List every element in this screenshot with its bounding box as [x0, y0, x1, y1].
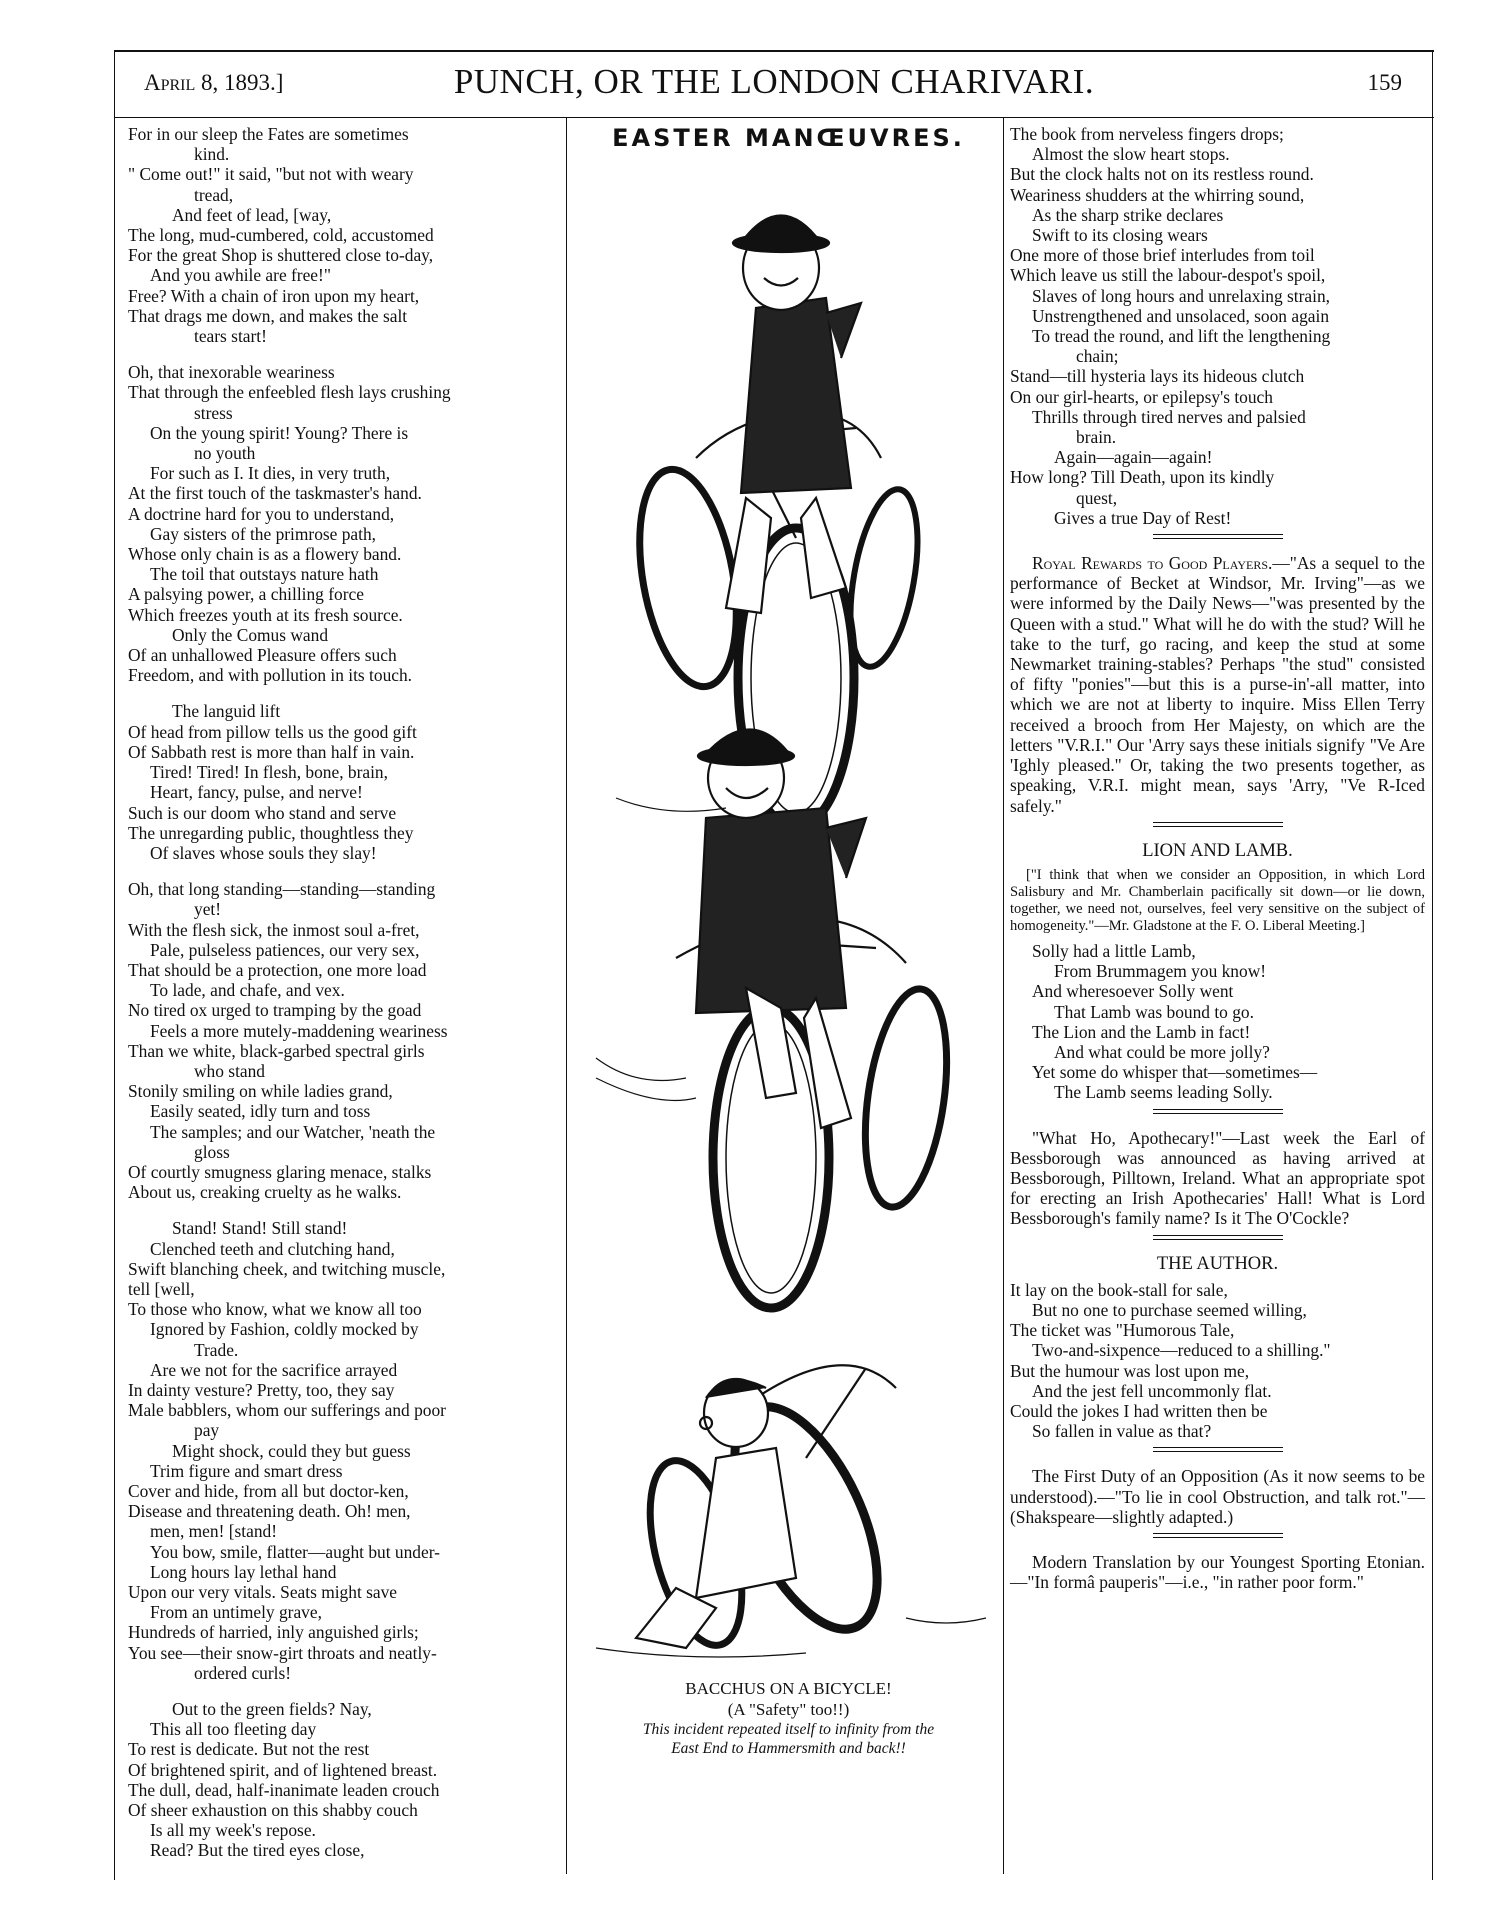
fallen-cyclist-figure-3 [633, 1365, 907, 1655]
verse-line: But the humour was lost upon me, [1010, 1360, 1250, 1381]
verse-line: For such as I. It dies, in very truth, [150, 463, 391, 484]
verse-line: Swift blanching cheek, and twitching muscle, [128, 1258, 446, 1279]
frame-left-rule [114, 50, 115, 1880]
section-divider [1153, 822, 1283, 827]
verse-line: It lay on the book-stall for sale, [1010, 1279, 1228, 1300]
verse-line: Heart, fancy, pulse, and nerve! [150, 782, 363, 803]
bacchus-bicycle-drawing [576, 158, 1001, 1688]
verse-line: Of brightened spirit, and of lightened breast. [128, 1759, 438, 1780]
frame-top-rule [114, 50, 1434, 52]
verse-line: No tired ox urged to tramping by the goad [128, 1000, 422, 1021]
cartoon-title: EASTER MANŒUVRES. [612, 124, 965, 152]
verse-line: Upon our very vitals. Seats might save [128, 1582, 398, 1603]
verse-line: tears start! [194, 326, 267, 347]
cyclist-figure-1 [625, 216, 930, 829]
verse-line: That through the enfeebled flesh lays crushing [128, 382, 451, 403]
verse-line: Clenched teeth and clutching hand, [150, 1238, 395, 1259]
verse-line: To lade, and chafe, and vex. [150, 980, 345, 1001]
verse-line: Out to the green fields? Nay, [172, 1699, 372, 1720]
section-divider [1153, 1447, 1283, 1452]
verse-line: gloss [194, 1141, 230, 1162]
verse-line: Gives a true Day of Rest! [1054, 507, 1232, 528]
verse-line: The languid lift [172, 701, 281, 722]
verse-line: How long? Till Death, upon its kindly [1010, 467, 1275, 488]
verse-line: Such is our doom who stand and serve [128, 802, 397, 823]
verse-line: The samples; and our Watcher, 'neath the [150, 1121, 436, 1142]
verse-line: pay [194, 1420, 220, 1441]
verse-line: Is all my week's repose. [150, 1820, 316, 1841]
verse-line: Ignored by Fashion, coldly mocked by [150, 1319, 419, 1340]
verse-line: At the first touch of the taskmaster's hand. [128, 483, 422, 504]
verse-line: Gay sisters of the primrose path, [150, 523, 377, 544]
verse-line: Yet some do whisper that—sometimes— [1032, 1062, 1318, 1083]
verse-line: That drags me down, and makes the salt [128, 305, 408, 326]
verse-line: Slaves of long hours and unrelaxing strain, [1032, 285, 1331, 306]
verse-line: Pale, pulseless patiences, our very sex, [150, 939, 420, 960]
stanza-break [128, 1683, 558, 1699]
cyclist-figure-2 [676, 730, 959, 1309]
verse-line: But no one to purchase seemed willing, [1032, 1299, 1307, 1320]
lion-lamb-note: ["I think that when we consider an Opposition, in which Lord Salisbury and Mr. Chamberlain pacifically sit down—or lie down, together, we need not, ourselves, feel very sensitive on the subject of homogeneity."—Mr. Gladstone at the F. O. Liberal Meeting.] [1010, 866, 1425, 934]
column-divider-2 [1003, 118, 1004, 1874]
verse-line: From Brummagem you know! [1054, 961, 1267, 982]
verse-line: For in our sleep the Fates are sometimes [128, 124, 409, 144]
verse-line: Of head from pillow tells us the good gift [128, 721, 417, 742]
verse-line: To tread the round, and lift the lengthening [1032, 326, 1331, 347]
verse-line: Might shock, could they but guess [172, 1440, 411, 1461]
verse-line: Are we not for the sacrifice arrayed [150, 1359, 398, 1380]
verse-line: Two-and-sixpence—reduced to a shilling." [1032, 1340, 1331, 1361]
verse-line: Only the Comus wand [172, 624, 329, 645]
verse-line: Stand! Stand! Still stand! [172, 1218, 348, 1239]
verse-line: One more of those brief interludes from toil [1010, 245, 1315, 266]
verse-line: You see—their snow-girt throats and neatly- [128, 1642, 437, 1663]
verse-line: tell [well, [128, 1278, 195, 1299]
issue-date: April 8, 1893.] [144, 70, 284, 95]
verse-line: Weariness shudders at the whirring sound, [1010, 184, 1305, 205]
section-divider [1153, 1235, 1283, 1240]
verse-line: Hundreds of harried, inly anguished girls; [128, 1622, 419, 1643]
verse-line: Stand—till hysteria lays its hideous clutch [1010, 366, 1305, 387]
verse-line: From an untimely grave, [150, 1602, 322, 1623]
royal-text: —"As a sequel to the performance of Becket at Windsor, Mr. Irving"—as we were informed by the Daily News—"was presented by the Queen with a stud." What will he do with the stud? Will he take to the turf, go racing, and keep the stud at some Newmarket training-stables? Perhaps "the stud" consisted of fifty "ponies"—but this is a purse-in'-all matter, into which we are not at liberty to inquire. Miss Ellen Terry received a brooch from Her Majesty, on which are the letters "V.R.I." Our 'Arry says these initials signify "Ve Are 'Ighly pleased." Or, taking the two presents together, as speaking, V.R.I. might mean, says 'Arry, "Ve R-Iced safely." [1010, 553, 1425, 816]
caption-note-1: This incident repeated itself to infinity from the [642, 1721, 935, 1739]
verse-line: You bow, smile, flatter—aught but under- [150, 1541, 440, 1562]
verse-line: To rest is dedicate. But not the rest [128, 1739, 370, 1760]
verse-line: Of slaves whose souls they slay! [150, 842, 377, 863]
verse-line: Easily seated, idly turn and toss [150, 1101, 371, 1122]
cartoon-illustration [576, 148, 1001, 1768]
verse-line: Oh, that inexorable weariness [128, 362, 335, 383]
apothecary-article: "What Ho, Apothecary!"—Last week the Earl of Bessborough was announced as having arrived at Bessborough, Pilltown, Ireland. What an appropriate spot for erecting an Irish Apothecaries' Hall! What is Lord Bessborough's family name? Is it The O'Cockle? [1010, 1127, 1425, 1229]
verse-line: Whose only chain is as a flowery band. [128, 544, 402, 565]
verse-line: who stand [194, 1060, 266, 1081]
stanza-break [128, 346, 558, 362]
verse-line: " Come out!" it said, "but not with weary [128, 164, 414, 185]
verse-line: Of courtly smugness glaring menace, stalks [128, 1161, 432, 1182]
stanza-break [128, 863, 558, 879]
page-number: 159 [1367, 70, 1402, 95]
lion-lamb-title: LION AND LAMB. [1142, 840, 1293, 861]
verse-line: A doctrine hard for you to understand, [128, 503, 395, 524]
verse-line: Stonily smiling on while ladies grand, [128, 1081, 393, 1102]
cartoon-caption [576, 1678, 1001, 1758]
verse-line: Solly had a little Lamb, [1032, 940, 1196, 961]
verse-line: The dull, dead, half-inanimate leaden crouch [128, 1779, 440, 1800]
royal-heading: Royal Rewards to Good Players. [1032, 553, 1273, 574]
verse-line: quest, [1076, 487, 1118, 508]
verse-line: Trim figure and smart dress [150, 1460, 343, 1481]
verse-line: And feet of lead, [way, [172, 204, 332, 225]
verse-line: Thrills through tired nerves and palsied [1032, 406, 1306, 427]
verse-line: Of an unhallowed Pleasure offers such [128, 645, 397, 666]
verse-line: Read? But the tired eyes close, [150, 1840, 365, 1861]
verse-line: For the great Shop is shuttered close to-day, [128, 245, 434, 266]
verse-line: yet! [194, 899, 222, 920]
verse-line: But the clock halts not on its restless round. [1010, 164, 1314, 185]
verse-line: no youth [194, 443, 256, 464]
verse-line: So fallen in value as that? [1032, 1421, 1212, 1442]
column-divider-1 [566, 118, 567, 1874]
poem-column [128, 124, 558, 1861]
verse-line: With the flesh sick, the inmost soul a-fret, [128, 919, 420, 940]
stanza-break [128, 685, 558, 701]
verse-line: stress [194, 402, 233, 423]
verse-line: The Lamb seems leading Solly. [1054, 1082, 1273, 1103]
verse-line: Which freezes youth at its fresh source. [128, 604, 403, 625]
caption-subtitle: (A "Safety" too!!) [727, 1700, 850, 1720]
verse-line: Of Sabbath rest is more than half in vain. [128, 741, 415, 762]
author-verse [1010, 1280, 1425, 1442]
verse-line: To those who know, what we know all too [128, 1299, 422, 1320]
verse-line: Disease and threatening death. Oh! men, [128, 1501, 411, 1522]
verse-line: And the jest fell uncommonly flat. [1032, 1380, 1272, 1401]
verse-line: chain; [1076, 346, 1119, 367]
verse-line: Trade. [194, 1339, 239, 1360]
verse-line: That should be a protection, one more load [128, 959, 427, 980]
section-divider [1153, 534, 1283, 539]
verse-line: And you awhile are free!" [150, 265, 331, 286]
cartoon-column [576, 124, 1001, 1768]
section-divider [1153, 1109, 1283, 1114]
frame-right-rule [1432, 50, 1433, 1880]
verse-line: And wheresoever Solly went [1032, 981, 1234, 1002]
verse-line: About us, creaking cruelty as he walks. [128, 1182, 402, 1203]
author-title: THE AUTHOR. [1156, 1253, 1279, 1274]
modern-translation-article: Modern Translation by our Youngest Sporting Etonian.—"In formâ pauperis"—i.e., "in rather poor form." [1010, 1551, 1425, 1593]
verse-line: The long, mud-cumbered, cold, accustomed [128, 225, 434, 246]
verse-line: The unregarding public, thoughtless they [128, 822, 414, 843]
verse-line: men, men! [stand! [150, 1521, 278, 1542]
verse-line: The ticket was "Humorous Tale, [1010, 1320, 1235, 1341]
verse-line: Than we white, black-garbed spectral girls [128, 1040, 425, 1061]
verse-line: Could the jokes I had written then be [1010, 1400, 1268, 1421]
masthead-title: PUNCH, OR THE LONDON CHARIVARI. [453, 62, 1095, 101]
verse-line: A palsying power, a chilling force [128, 584, 364, 605]
stanza-break [128, 1202, 558, 1218]
royal-rewards-article [1010, 553, 1425, 816]
right-column [1010, 124, 1425, 1592]
verse-line: Which leave us still the labour-despot's spoil, [1010, 265, 1326, 286]
caption-title: BACCHUS ON A BICYCLE! [685, 1679, 892, 1699]
verse-line: ordered curls! [194, 1662, 292, 1683]
verse-line: Feels a more mutely-maddening weariness [150, 1020, 448, 1041]
verse-line: Almost the slow heart stops. [1032, 144, 1230, 165]
verse-line: Freedom, and with pollution in its touch. [128, 665, 413, 686]
verse-line: Long hours lay lethal hand [150, 1561, 337, 1582]
section-divider [1153, 1533, 1283, 1538]
verse-line: The toil that outstays nature hath [150, 564, 379, 585]
page-header [124, 62, 1424, 112]
verse-line: The Lion and the Lamb in fact! [1032, 1021, 1251, 1042]
verse-line: Free? With a chain of iron upon my heart, [128, 285, 420, 306]
first-duty-article: The First Duty of an Opposition (As it now seems to be understood).—"To lie in cool Obstruction, and talk rot."—(Shakspeare—slightly adapted.) [1010, 1466, 1425, 1527]
verse-line: This all too fleeting day [150, 1719, 317, 1740]
verse-line: Cover and hide, from all but doctor-ken, [128, 1481, 409, 1501]
verse-line: Swift to its closing wears [1032, 225, 1208, 246]
verse-line: And what could be more jolly? [1054, 1041, 1270, 1062]
verse-line: On the young spirit! Young? There is [150, 422, 409, 443]
verse-line: In dainty vesture? Pretty, too, they say [128, 1379, 395, 1400]
caption-note-2: East End to Hammersmith and back!! [671, 1740, 906, 1758]
verse-line: As the sharp strike declares [1032, 204, 1224, 225]
lion-lamb-verse [1010, 941, 1425, 1103]
poem-continuation [1010, 124, 1425, 528]
verse-line: Oh, that long standing—standing—standing [128, 879, 436, 900]
verse-line: That Lamb was bound to go. [1054, 1001, 1254, 1022]
verse-line: Of sheer exhaustion on this shabby couch [128, 1800, 418, 1821]
verse-line: tread, [194, 184, 234, 205]
header-rule [114, 117, 1434, 118]
verse-line: kind. [194, 144, 230, 165]
verse-line: Male babblers, whom our sufferings and poor [128, 1400, 446, 1421]
verse-line: Unstrengthened and unsolaced, soon again [1032, 305, 1330, 326]
verse-line: Again—again—again! [1054, 447, 1213, 468]
verse-line: The book from nerveless fingers drops; [1010, 124, 1284, 144]
verse-line: Tired! Tired! In flesh, bone, brain, [150, 762, 388, 783]
verse-line: brain. [1076, 427, 1117, 448]
verse-line: On our girl-hearts, or epilepsy's touch [1010, 386, 1273, 407]
